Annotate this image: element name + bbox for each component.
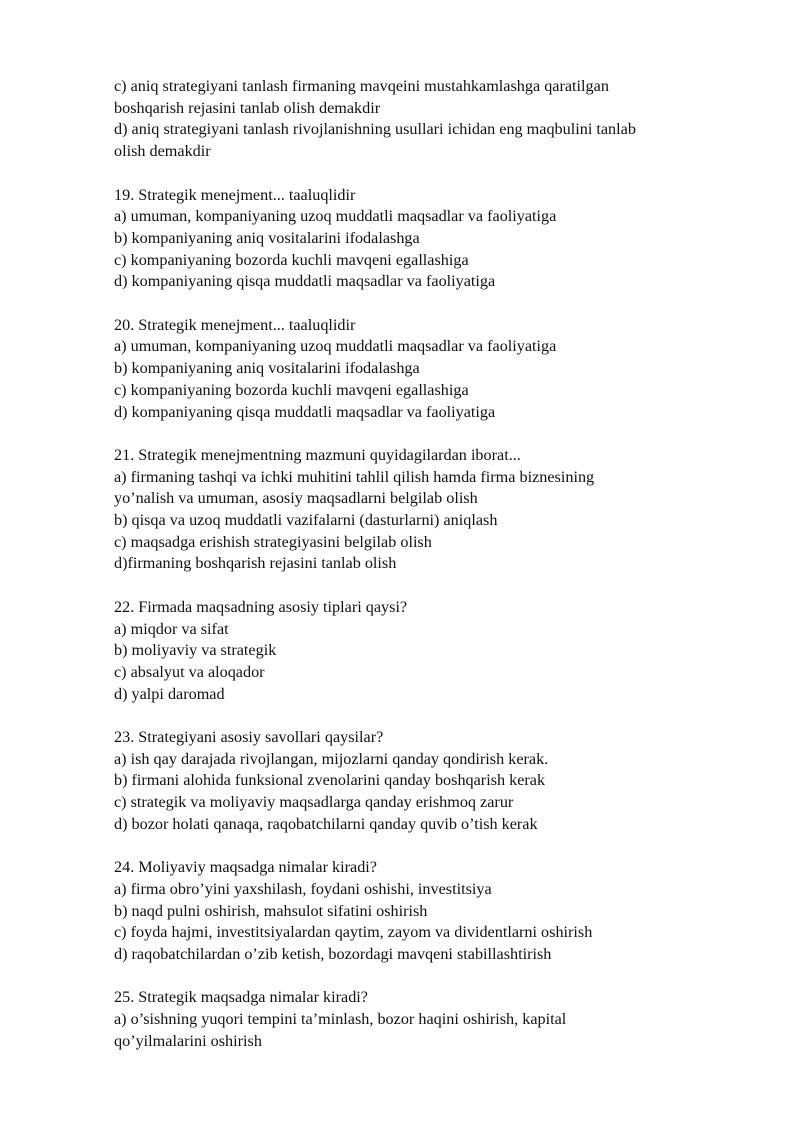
- paragraph-gap: [114, 705, 714, 727]
- text-line: boshqarish rejasini tanlab olish demakdir: [114, 98, 381, 117]
- answer-option-d: d) raqobatchilardan o’zib ketish, bozordagi mavqeni stabillashtirish: [114, 945, 552, 964]
- question-19: [114, 185, 714, 294]
- paragraph-gap: [114, 836, 714, 858]
- document-page: [114, 76, 714, 1053]
- paragraph-gap: [114, 423, 714, 445]
- answer-option-b: b) moliyaviy va strategik: [114, 641, 277, 660]
- answer-option-a: a) firma obro’yini yaxshilash, foydani oshishi, investitsiya: [114, 879, 492, 898]
- paragraph-gap: [114, 293, 714, 315]
- answer-option-a: a) umuman, kompaniyaning uzoq muddatli maqsadlar va faoliyatiga: [114, 337, 557, 356]
- question-22: [114, 597, 714, 706]
- text-line: d) aniq strategiyani tanlash rivojlanishning usullari ichidan eng maqbulini tanlab: [114, 120, 636, 139]
- answer-option-a-continued: qo’yilmalarini oshirish: [114, 1031, 262, 1050]
- answer-option-a: a) umuman, kompaniyaning uzoq muddatli maqsadlar va faoliyatiga: [114, 207, 557, 226]
- answer-option-a: a) firmaning tashqi va ichki muhitini tahlil qilish hamda firma biznesining: [114, 467, 595, 486]
- answer-option-c: c) strategik va moliyaviy maqsadlarga qanday erishmoq zarur: [114, 793, 514, 812]
- question-title: 21. Strategik menejmentning mazmuni quyidagilardan iborat...: [114, 445, 521, 464]
- paragraph-gap: [114, 575, 714, 597]
- question-title: 19. Strategik menejment... taaluqlidir: [114, 185, 356, 204]
- question-25: [114, 987, 714, 1052]
- question-title: 22. Firmada maqsadning asosiy tiplari qaysi?: [114, 597, 408, 616]
- paragraph-gap: [114, 966, 714, 988]
- question-title: 23. Strategiyani asosiy savollari qaysilar?: [114, 728, 384, 747]
- answer-option-c: c) kompaniyaning bozorda kuchli mavqeni egallashiga: [114, 250, 469, 269]
- answer-option-b: b) firmani alohida funksional zvenolarini qanday boshqarish kerak: [114, 771, 546, 790]
- question-title: 24. Moliyaviy maqsadga nimalar kiradi?: [114, 858, 377, 877]
- answer-option-c: c) absalyut va aloqador: [114, 662, 265, 681]
- answer-option-d: d) bozor holati qanaqa, raqobatchilarni qanday quvib o’tish kerak: [114, 814, 538, 833]
- answer-option-c: c) maqsadga erishish strategiyasini belgilab olish: [114, 532, 432, 551]
- answer-option-b: b) qisqa va uzoq muddatli vazifalarni (dasturlarni) aniqlash: [114, 511, 498, 530]
- text-line: olish demakdir: [114, 142, 211, 161]
- question-23: [114, 727, 714, 836]
- answer-option-a: a) o’sishning yuqori tempini ta’minlash, bozor haqini oshirish, kapital: [114, 1010, 567, 1029]
- answer-option-d: d) kompaniyaning qisqa muddatli maqsadlar va faoliyatiga: [114, 272, 496, 291]
- answer-option-c: c) kompaniyaning bozorda kuchli mavqeni egallashiga: [114, 380, 469, 399]
- question-21: [114, 445, 714, 575]
- question-24: [114, 857, 714, 966]
- answer-option-d: d)firmaning boshqarish rejasini tanlab olish: [114, 554, 397, 573]
- answer-option-d: d) kompaniyaning qisqa muddatli maqsadlar va faoliyatiga: [114, 402, 496, 421]
- lead-paragraph: [114, 76, 714, 163]
- text-line: c) aniq strategiyani tanlash firmaning mavqeini mustahkamlashga qaratilgan: [114, 77, 609, 95]
- answer-option-a: a) ish qay darajada rivojlangan, mijozlarni qanday qondirish kerak.: [114, 749, 549, 768]
- question-title: 25. Strategik maqsadga nimalar kiradi?: [114, 988, 368, 1007]
- answer-option-d: d) yalpi daromad: [114, 684, 225, 703]
- paragraph-gap: [114, 163, 714, 185]
- answer-option-a: a) miqdor va sifat: [114, 619, 229, 638]
- answer-option-c: c) foyda hajmi, investitsiyalardan qaytim, zayom va dividentlarni oshirish: [114, 923, 593, 942]
- answer-option-b: b) kompaniyaning aniq vositalarini ifodalashga: [114, 228, 420, 247]
- question-title: 20. Strategik menejment... taaluqlidir: [114, 315, 356, 334]
- answer-option-a-continued: yo’nalish va umuman, asosiy maqsadlarni belgilab olish: [114, 489, 478, 508]
- answer-option-b: b) kompaniyaning aniq vositalarini ifodalashga: [114, 359, 420, 378]
- question-20: [114, 315, 714, 424]
- answer-option-b: b) naqd pulni oshirish, mahsulot sifatini oshirish: [114, 901, 428, 920]
